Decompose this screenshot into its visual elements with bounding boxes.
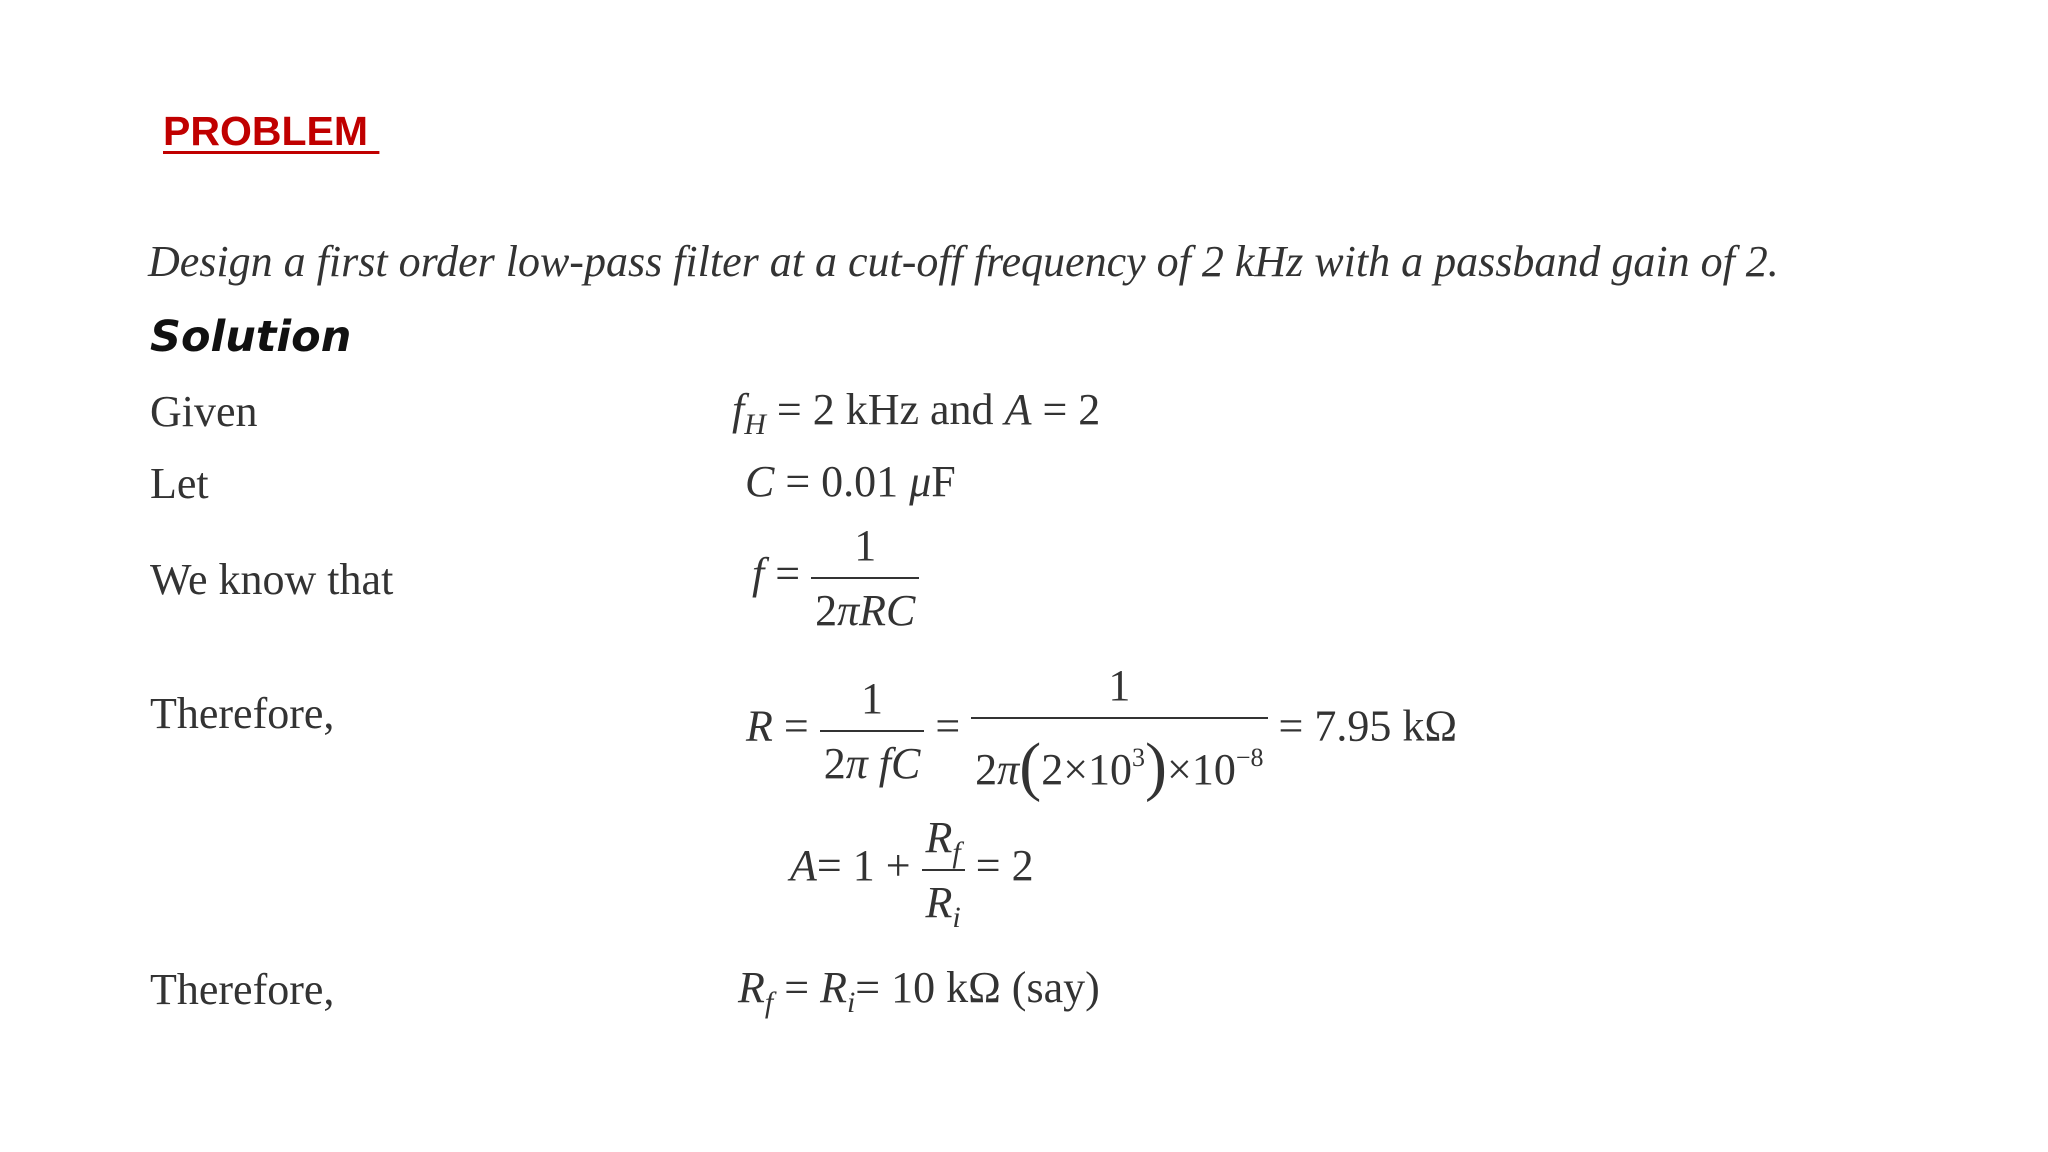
eq-sign-1: =: [772, 701, 820, 751]
fraction-bar: [971, 717, 1267, 719]
fraction-bar: [820, 730, 925, 732]
symbol-f: f: [752, 549, 765, 599]
symbol-r: R: [746, 701, 773, 751]
fraction-numeric: [971, 660, 1267, 801]
symbol-f: f: [732, 385, 745, 434]
subscript-f: f: [764, 986, 774, 1019]
denominator: $R_i$: [925, 878, 961, 934]
symbol-mu: μ: [909, 457, 932, 506]
fraction-1-over-2pirc: [811, 520, 919, 636]
eq-sign: =: [773, 963, 821, 1012]
let-eq: = 0.01: [774, 457, 910, 506]
fraction-rf-over-ri: [922, 812, 965, 934]
given-gain: = 2: [1031, 385, 1101, 434]
symbol-a: A: [1004, 385, 1032, 434]
denominator: 2π fC: [823, 738, 921, 788]
numerator: 1: [1108, 661, 1131, 710]
given-text: = 2 kHz and: [765, 385, 1005, 434]
symbol-rf: R: [738, 963, 765, 1012]
fraction-bar: [811, 577, 919, 579]
problem-statement: Design a first order low-pass filter at a cut-off frequency of 2 kHz with a passband gain of 2.: [148, 237, 1779, 286]
fraction-1-over-2pifc: [820, 673, 925, 789]
result-value: = 7.95 kΩ: [1267, 701, 1458, 751]
gain-mid: = 1 +: [816, 841, 922, 891]
denominator: 2πRC: [815, 586, 916, 635]
symbol-c: C: [745, 457, 775, 506]
final-value: = 10 kΩ (say): [855, 963, 1100, 1012]
numerator: 1: [861, 673, 884, 723]
symbol-ri: R: [820, 963, 847, 1012]
unit-farad: F: [931, 457, 956, 506]
denominator: $2\pi(2\times 10^3)\times 10^{-8}$: [975, 730, 1264, 803]
numerator: 1: [854, 521, 877, 570]
equation-given: [732, 384, 1101, 441]
label-given: Given: [150, 387, 258, 436]
equation-final: [738, 962, 1100, 1019]
equation-frequency: [752, 520, 919, 636]
problem-heading: PROBLEM: [163, 108, 380, 154]
equation-gain: [790, 812, 1034, 934]
eq-sign: =: [764, 549, 812, 599]
numerator: $R_f$: [925, 813, 961, 869]
equation-resistance: [746, 660, 1457, 801]
subscript-i: i: [846, 986, 856, 1019]
label-we-know: We know that: [150, 555, 394, 604]
symbol-a: A: [790, 841, 817, 891]
label-let: Let: [150, 459, 209, 508]
fraction-bar: [922, 869, 965, 871]
eq-sign-2: =: [924, 701, 972, 751]
subscript-h: H: [744, 408, 766, 441]
label-therefore-2: Therefore,: [150, 965, 335, 1014]
label-therefore-1: Therefore,: [150, 689, 335, 738]
equation-let: [745, 456, 956, 507]
gain-rhs: = 2: [964, 841, 1034, 891]
solution-heading: Solution: [150, 312, 352, 362]
